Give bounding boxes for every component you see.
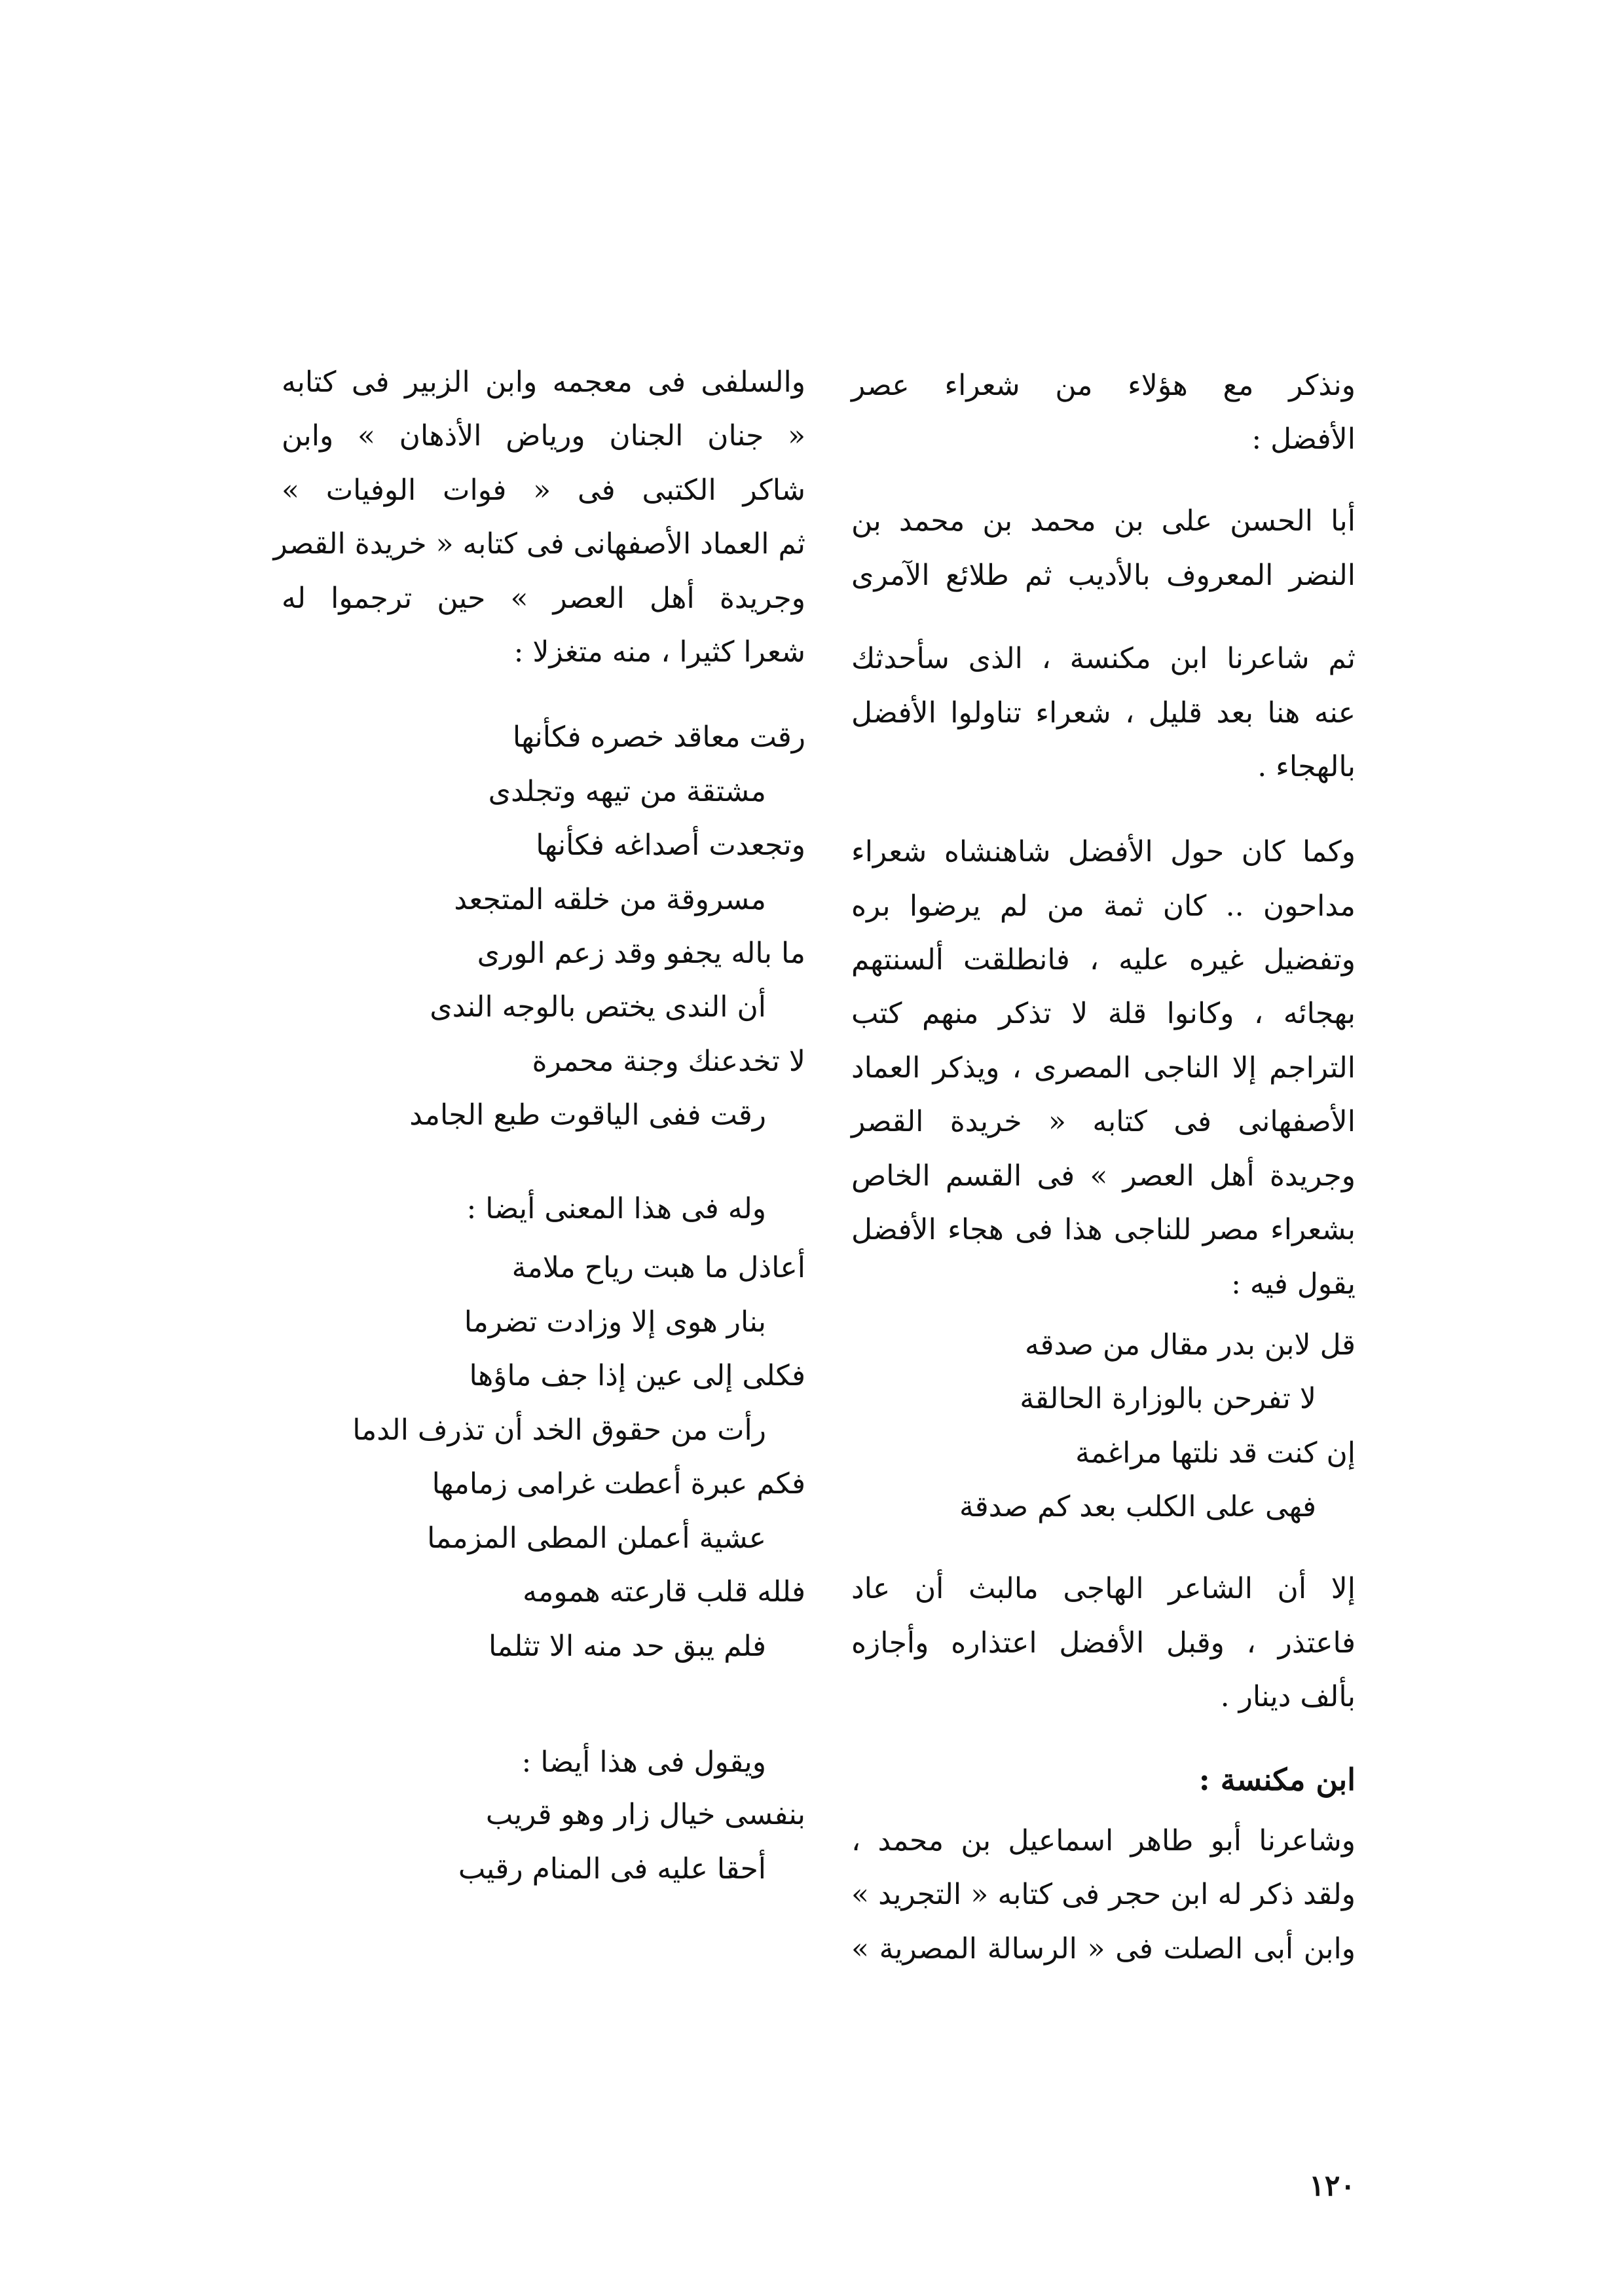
right-p4-line-9: يقول فيه : [1231,1267,1356,1301]
left-p1-line-4: ثم العماد الأصفهانى فى كتابه « خريدة القصر [273,527,805,561]
right-p4-line-3: وتفضيل غيره عليه ، فانطلقت ألسنتهم [851,943,1356,977]
left-p3: ويقول فى هذا أيضا : [521,1745,766,1779]
right-p3-line-1: ثم شاعرنا ابن مكنسة ، الذى سأحدثك [851,642,1356,675]
right-p3-line-2: عنه هنا بعد قليل ، شعراء تناولوا الأفضل [851,696,1356,730]
left-p1-line-1: والسلفى فى معجمه وابن الزبير فى كتابه [282,365,805,399]
right-p4-line-1: وكما كان حول الأفضل شاهنشاه شعراء [851,835,1356,868]
right-p4-line-5: التراجم إلا الناجى المصرى ، ويذكر العماد [851,1051,1356,1085]
right-p3-line-3: بالهجاء . [1257,750,1356,783]
right-p5-line-1: إلا أن الشاعر الهاجى مالبث أن عاد [851,1572,1356,1605]
right-p2-line-1: أبا الحسن على بن محمد بن محمد بن [851,504,1356,538]
left-p1-line-3: شاكر الكتبى فى « فوات الوفيات » [282,474,805,507]
right-p5-line-2: فاعتذر ، وقبل الأفضل اعتذاره وأجازه [851,1626,1356,1660]
right-p4-line-6: الأصفهانى فى كتابه « خريدة القصر [851,1105,1356,1138]
page-number: ١٢٠ [1309,2169,1356,2203]
left-poem3-verse-1: بنفسى خيال زار وهو قريب [485,1798,805,1831]
left-poem2-verse-4: رأت من حقوق الخد أن تذرف الدما [352,1413,766,1447]
left-poem3-verse-2: أحقا عليه فى المنام رقيب [458,1852,766,1886]
left-poem1-verse-1: رقت معاقد خصره فكأنها [512,720,805,754]
left-poem2-verse-2: بنار هوى إلا وزادت تضرما [464,1305,766,1339]
left-poem1-verse-4: مسروقة من خلقه المتجعد [454,883,766,916]
left-p2: وله فى هذا المعنى أيضا : [466,1192,766,1225]
left-poem1-verse-6: أن الندى يختص بالوجه الندى [430,990,766,1024]
right-p4-line-4: بهجائه ، وكانوا قلة لا تذكر منهم كتب [851,997,1356,1030]
left-poem2-verse-6: عشية أعملن المطى المزمما [427,1521,766,1555]
left-p1-line-2: « جنان الجنان ورياض الأذهان » وابن [282,419,805,453]
right-poem-verse-3: إن كنت قد نلتها مراغمة [1075,1436,1356,1470]
right-poem-verse-1: قل لابن بدر مقال من صدقه [1024,1328,1356,1362]
right-p5-line-3: بألف دينار . [1220,1680,1356,1713]
left-poem2-verse-5: فكم عبرة أعطت غرامى زمامها [432,1467,805,1501]
left-poem1-verse-5: ما باله يجفو وقد زعم الورى [477,937,805,970]
right-p1-line-1: ونذكر مع هؤلاء من شعراء عصر [851,369,1356,402]
right-p6-line-1: وشاعرنا أبو طاهر اسماعيل بن محمد ، [851,1824,1356,1857]
left-poem1-verse-7: لا تخدعنك وجنة محمرة [532,1045,805,1078]
right-p4-line-7: وجريدة أهل العصر » فى القسم الخاص [851,1159,1356,1193]
left-p1-line-5: وجريدة أهل العصر » حين ترجموا له [282,582,805,615]
right-p6-line-2: ولقد ذكر له ابن حجر فى كتابه « التجريد » [851,1878,1356,1911]
left-poem1-verse-3: وتجعدت أصداغه فكأنها [536,829,805,862]
right-p4-line-2: مداحون .. كان ثمة من لم يرضوا بره [851,889,1356,923]
right-p1-line-2: الأفضل : [1251,422,1356,456]
left-poem1-verse-8: رقت ففى الياقوت طبع الجامد [409,1098,766,1132]
right-p4-line-8: بشعراء مصر للناجى هذا فى هجاء الأفضل [851,1213,1356,1246]
left-poem2-verse-7: فلله قلب قارعته همومه [523,1575,805,1609]
right-poem-verse-2: لا تفرحن بالوزارة الحالقة [1020,1382,1316,1415]
left-poem1-verse-2: مشتقة من تيهه وتجلدى [488,775,766,808]
right-p6-line-3: وابن أبى الصلت فى « الرسالة المصرية » [851,1932,1356,1966]
left-poem2-verse-8: فلم يبق حد منه الا تثلما [488,1630,766,1663]
left-p1-line-6: شعرا كثيرا ، منه متغزلا : [513,635,805,669]
right-p2-line-2: النضر المعروف بالأديب ثم طلائع الآمرى [851,559,1356,592]
right-poem-verse-4: فهى على الكلب بعد كم صدقة [959,1490,1316,1523]
section-heading-ibn-maknasa: ابن مكنسة : [1198,1762,1356,1797]
left-poem2-verse-1: أعاذل ما هبت رياح ملامة [511,1251,805,1284]
left-poem2-verse-3: فكلى إلى عين إذا جف ماؤها [469,1359,805,1392]
